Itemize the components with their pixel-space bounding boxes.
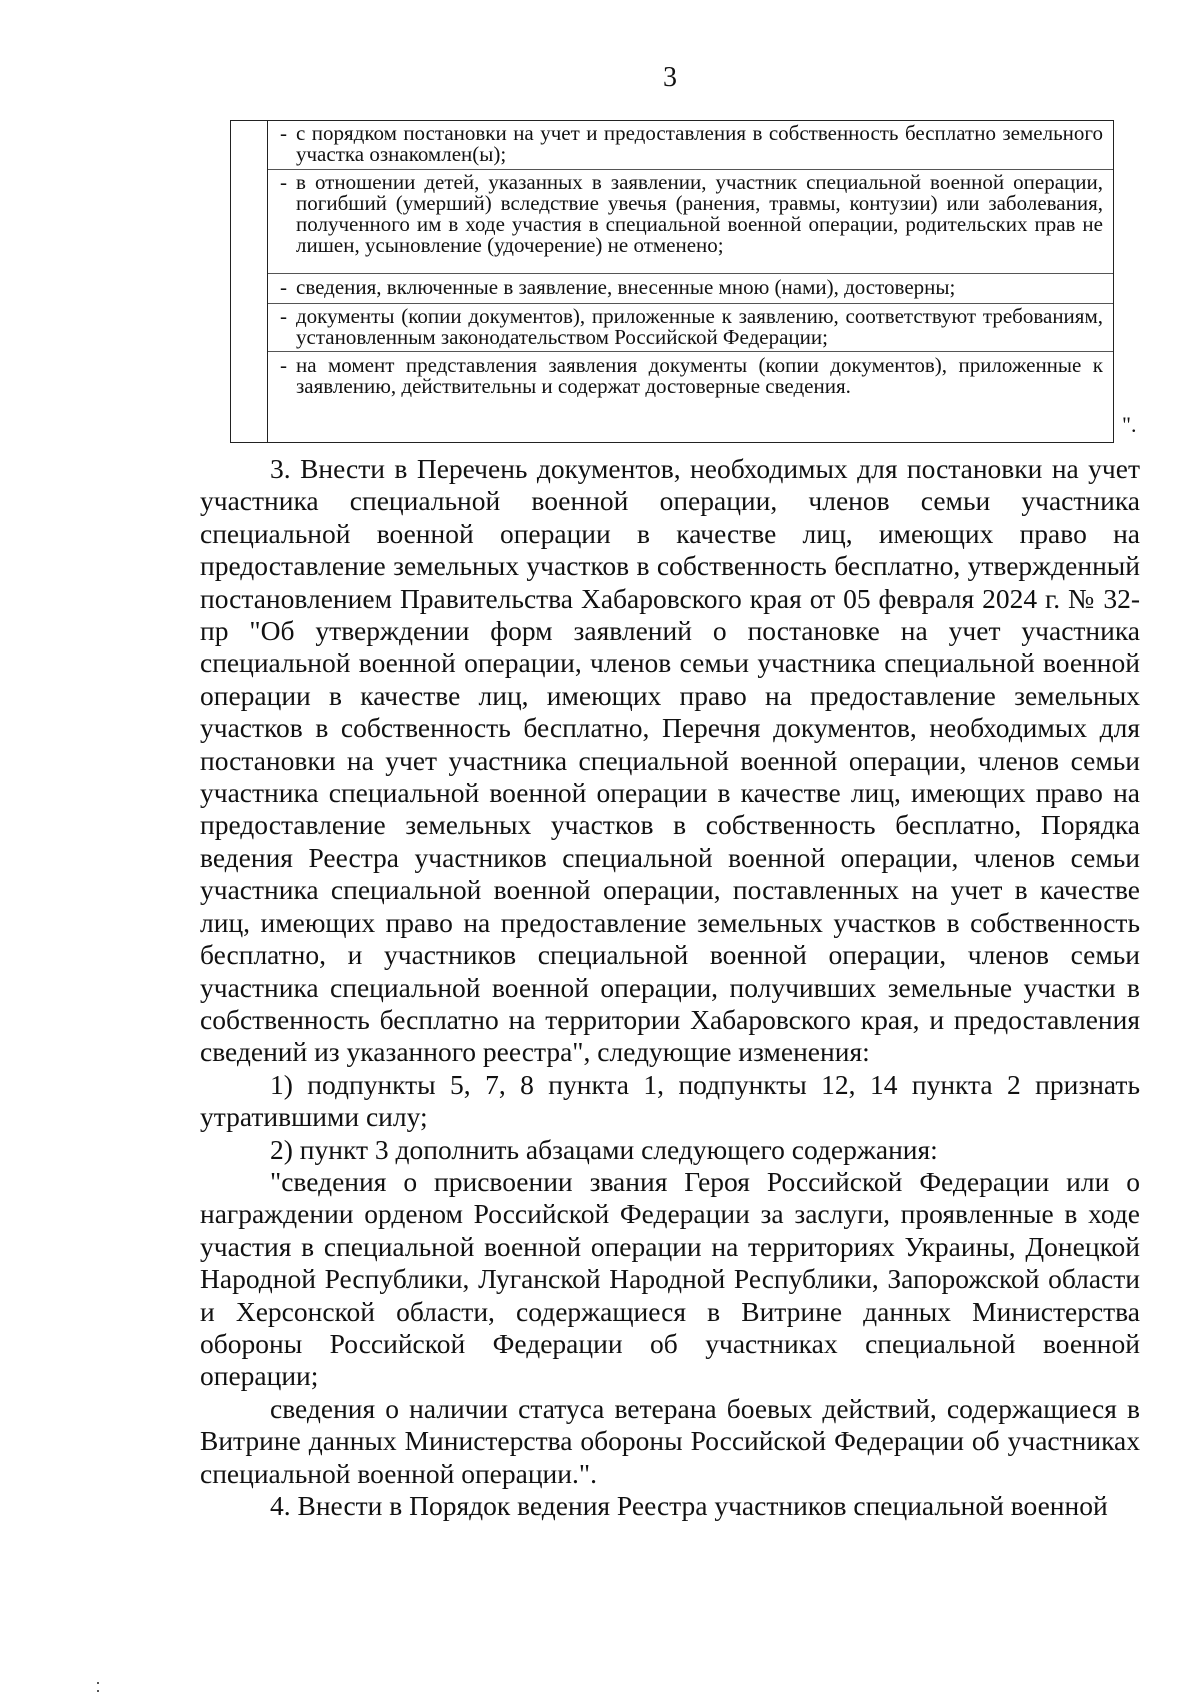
list-dash: - (280, 304, 287, 328)
document-body (200, 453, 1140, 1522)
list-item-text: в отношении детей, указанных в заявлении, участник специальной военной операции, погибший (умерший) вследствие увечья (ранения, травмы, контузии) или заболевания, полученного им в ходе участия в специальной военной операции, родительских прав не лишен, усыновление (удочерение) не отменено; (296, 170, 1103, 257)
table-content-cell (267, 121, 1113, 442)
paragraph: "сведения о присвоении звания Героя Российской Федерации или о награждении орденом Российской Федерации за заслуги, проявленные в ходе участия в специальной военной операции на территориях Украины, Донецкой Народной Республики, Луганской Народной Республики, Запорожской области и Херсонской области, содержащиеся в Витрине данных Министерства обороны Российской Федерации об участниках специальной военной операции; (200, 1165, 1140, 1392)
list-dash: - (280, 275, 287, 299)
scan-speck (97, 1690, 99, 1692)
paragraph: 1) подпункты 5, 7, 8 пункта 1, подпункты 12, 14 пункта 2 признать утратившими силу; (200, 1068, 1140, 1133)
paragraph: 2) пункт 3 дополнить абзацами следующего содержания: (270, 1133, 938, 1165)
list-item-text: на момент представления заявления документы (копии документов), приложенные к заявлению, действительны и содержат достоверные сведения. (296, 353, 1103, 398)
paragraph: 3. Внести в Перечень документов, необходимых для постановки на учет участника специальной военной операции, членов семьи участника специальной военной операции в качестве лиц, имеющих право на предоставление земельных участков в собственность бесплатно, утвержденный постановлением Правительства Хабаровского края от 05 февраля 2024 г. № 32-пр "Об утверждении форм заявлений о постановке на учет участника специальной военной операции, членов семьи участника специальной военной операции в качестве лиц, имеющих право на предоставление земельных участков в собственность бесплатно, Перечня документов, необходимых для постановки на учет участника специальной военной операции, членов семьи участника специальной военной операции в качестве лиц, имеющих право на предоставление земельных участков в собственность бесплатно, Порядка ведения Реестра участников специальной военной операции, членов семьи участника специальной военной операции, поставленных на учет в качестве лиц, имеющих право на предоставление земельных участков в собственность бесплатно, и участников специальной военной операции, членов семьи участника специальной военной операции, получивших земельные участки в собственность бесплатно на территории Хабаровского края, и предоставления сведений из указанного реестра", следующие изменения: (200, 453, 1140, 1068)
page-number: 3 (663, 62, 677, 93)
list-item (280, 355, 1103, 397)
list-item (280, 123, 1103, 165)
list-item-text: сведения, включенные в заявление, внесенные мною (нами), достоверны; (296, 275, 956, 299)
list-item-text: документы (копии документов), приложенные к заявлению, соответствуют требованиям, установленным законодательством Российской Федерации; (296, 304, 1103, 349)
list-item (280, 277, 1103, 298)
paragraph: 4. Внести в Порядок ведения Реестра участников специальной военной (270, 1490, 1108, 1521)
table-fragment (230, 120, 1114, 443)
list-dash: - (280, 170, 287, 194)
list-dash: - (280, 353, 287, 377)
row-divider (268, 351, 1113, 352)
scan-speck (97, 1682, 99, 1684)
list-item (280, 306, 1103, 348)
list-item (280, 172, 1103, 256)
paragraph: сведения о наличии статуса ветерана боевых действий, содержащиеся в Витрине данных Министерства обороны Российской Федерации об участниках специальной военной операции.". (200, 1392, 1140, 1489)
closing-quote: ". (1122, 412, 1137, 437)
row-divider (268, 273, 1113, 274)
list-item-text: с порядком постановки на учет и предоставления в собственность бесплатно земельного участка ознакомлен(ы); (296, 121, 1103, 166)
list-dash: - (280, 121, 287, 145)
